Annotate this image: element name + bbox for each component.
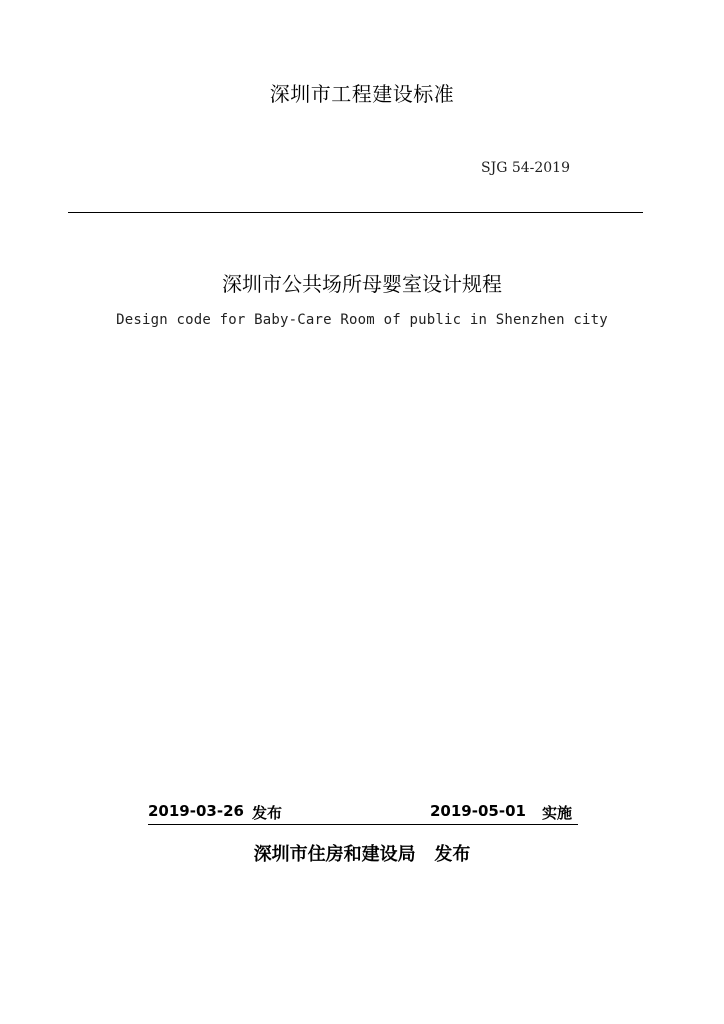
issue-date: 2019-03-26: [148, 802, 244, 820]
issue-label: 发布: [252, 804, 283, 822]
standard-series-title: 深圳市工程建设标准: [269, 82, 455, 106]
issuer-name: 深圳市住房和建设局: [253, 844, 416, 865]
document-title-english: Design code for Baby-Care Room of public in Shenzhen city: [116, 312, 608, 328]
dates-row: [148, 802, 578, 825]
implementation-date: 2019-05-01: [430, 802, 526, 820]
document-title-chinese: 深圳市公共场所母婴室设计规程: [222, 272, 502, 296]
implementation-label: 实施: [542, 804, 573, 822]
standard-code: SJG 54-2019: [480, 160, 570, 176]
issuer-line: [0, 840, 724, 866]
issuer-action: 发布: [434, 844, 471, 865]
header-divider: [68, 212, 643, 213]
